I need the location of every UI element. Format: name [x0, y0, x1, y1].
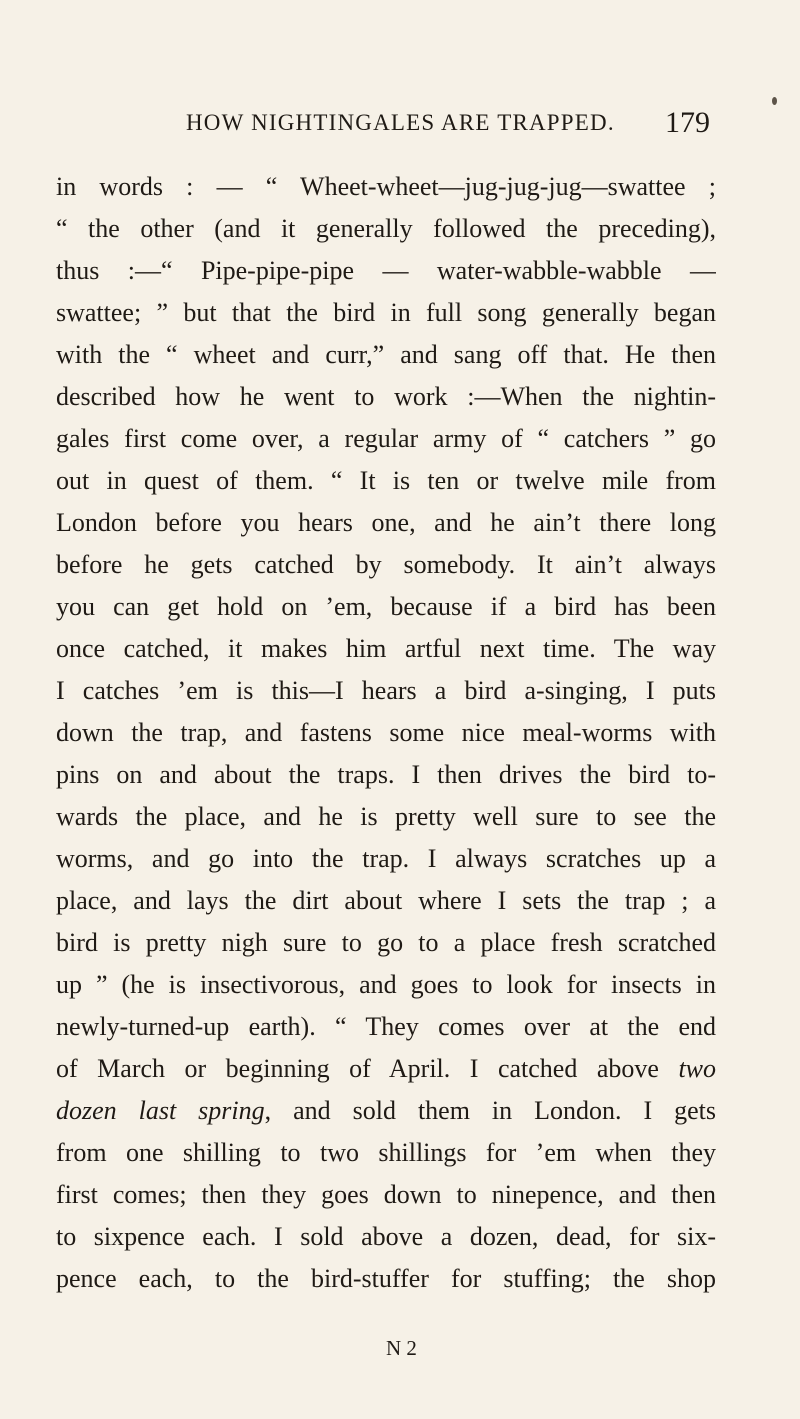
text-line [56, 1090, 716, 1132]
text-line: London before you hears one, and he ain’t there long [56, 508, 716, 537]
text-line: in words : — “ Wheet-wheet—jug-jug-jug—swattee ; [56, 172, 716, 201]
text-line: you can get hold on ’em, because if a bird has been [56, 592, 716, 621]
text-line: bird is pretty nigh sure to go to a place fresh scratched [56, 928, 716, 957]
text-line: described how he went to work :—When the nightin- [56, 382, 716, 411]
text-line: gales first come over, a regular army of “ catchers ” go [56, 424, 716, 453]
text-line: to sixpence each. I sold above a dozen, dead, for six- [56, 1222, 716, 1251]
text-line: “ the other (and it generally followed the preceding), [56, 214, 716, 243]
text-line: I catches ’em is this—I hears a bird a-singing, I puts [56, 676, 716, 705]
text-line: pins on and about the traps. I then drives the bird to- [56, 760, 716, 789]
text-line: pence each, to the bird-stuffer for stuffing; the shop [56, 1264, 716, 1293]
text-line: first comes; then they goes down to ninepence, and then [56, 1180, 716, 1209]
text-line: once catched, it makes him artful next time. The way [56, 634, 716, 663]
text-line: up ” (he is insectivorous, and goes to look for insects in [56, 970, 716, 999]
text-line: with the “ wheet and curr,” and sang off that. He then [56, 340, 716, 369]
text-line: swattee; ” but that the bird in full song generally began [56, 298, 716, 327]
signature-mark: N 2 [386, 1336, 417, 1360]
text-line: before he gets catched by somebody. It ain’t always [56, 550, 716, 579]
text-line: wards the place, and he is pretty well sure to see the [56, 802, 716, 831]
page-header [186, 106, 710, 146]
italic-word: two [678, 1054, 716, 1083]
text-line: worms, and go into the trap. I always scratches up a [56, 844, 716, 873]
body-text [56, 166, 716, 1300]
running-head: HOW NIGHTINGALES ARE TRAPPED. [186, 110, 615, 135]
page-speck [772, 97, 777, 105]
text-line: down the trap, and fastens some nice meal-worms with [56, 718, 716, 747]
text-line: newly-turned-up earth). “ They comes over at the end [56, 1012, 716, 1041]
text-line: out in quest of them. “ It is ten or twelve mile from [56, 466, 716, 495]
text-line: from one shilling to two shillings for ’em when they [56, 1138, 716, 1167]
text-line: thus :—“ Pipe-pipe-pipe — water-wabble-wabble — [56, 256, 716, 285]
page-number: 179 [665, 106, 710, 139]
italic-phrase: dozen last spring [56, 1096, 265, 1125]
text-line-segment: of March or beginning of April. I catched above [56, 1054, 659, 1083]
text-line-segment: , and sold them in London. I gets [264, 1096, 716, 1125]
text-line: place, and lays the dirt about where I sets the trap ; a [56, 886, 716, 915]
text-line [56, 1048, 716, 1090]
